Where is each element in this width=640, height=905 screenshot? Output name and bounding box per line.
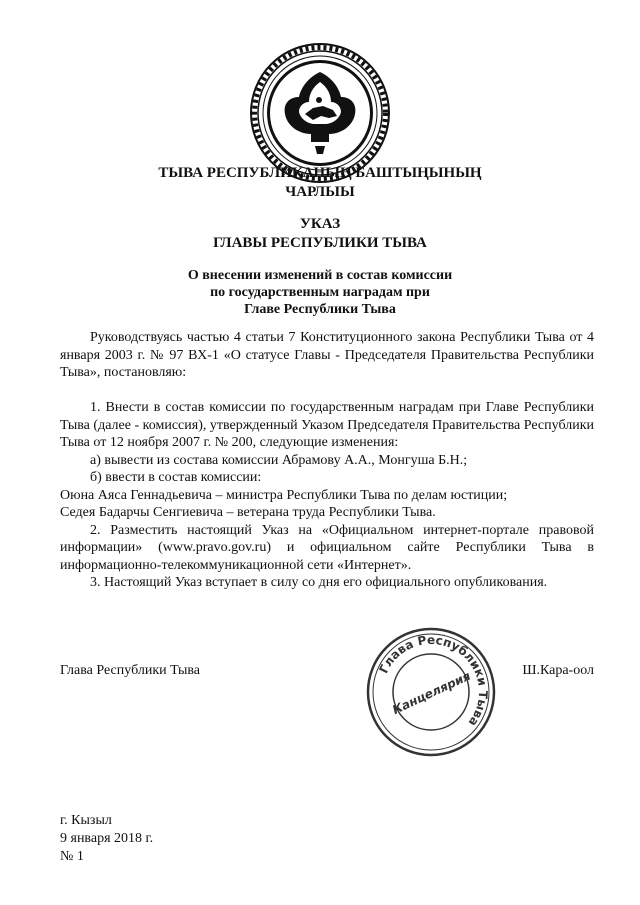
tuvan-heading-line2: ЧАРЛЫЫ (285, 184, 355, 200)
item-1-a: а) вывести из состава комиссии Абрамову А.А., Монгуша Б.Н.; (90, 452, 468, 468)
subject-line1: О внесении изменений в состав комиссии (187, 268, 453, 283)
footer-number: № 1 (60, 849, 84, 864)
tuvan-heading-line1: ТЫВА РЕСПУБЛИКАНЫҢ БАШТЫҢЫНЫҢ (158, 165, 482, 181)
tuvan-heading (0, 164, 640, 202)
decree-heading (0, 215, 640, 253)
item-1: 1. Внести в состав комиссии по государственным наградам при Главе Республики Тыва (далее - комиссия), утвержденный Указом Председателя Правительства Республики Тыва от 12 ноября 2007 г. № 200, следующие изменения: (60, 400, 594, 450)
intro-paragraph: Руководствуясь частью 4 статьи 7 Конституционного закона Республики Тыва от 4 января 2003 г. № 97 ВХ-1 «О статусе Главы - Председателя Правительства Республики Тыва», постановляю: (60, 330, 594, 380)
item-1-b: б) ввести в состав комиссии: (90, 470, 262, 485)
svg-text:Канцелярия: Канцелярия (390, 668, 473, 718)
signatory-name: Ш.Кара-оол (522, 663, 594, 678)
footer-date: 9 января 2018 г. (60, 831, 154, 846)
subject-line3: Главе Республики Тыва (244, 302, 396, 317)
footer-city: г. Кызыл (60, 813, 112, 828)
official-seal-stamp (364, 625, 498, 759)
subject-line2: по государственным наградам при (210, 285, 430, 300)
decree-subject (0, 267, 640, 318)
item-2: 2. Разместить настоящий Указ на «Официальном интернет-портале правовой информации» (www.pravo.gov.ru) и официальном сайте Республики Тыва в информационно-телекоммуникационной сети «Интернет». (60, 522, 594, 573)
svg-text:Глава Республики Тыва: Глава Республики Тыва (376, 632, 491, 730)
decree-issuer: ГЛАВЫ РЕСПУБЛИКИ ТЫВА (213, 235, 427, 251)
signatory-position: Глава Республики Тыва (60, 663, 201, 678)
member-1: Оюна Аяса Геннадьевича – министра Республики Тыва по делам юстиции; (60, 487, 508, 503)
member-2: Седея Бадарчы Сенгиевича – ветерана труда Республики Тыва. (60, 505, 436, 520)
decree-label: УКАЗ (299, 216, 341, 232)
decree-footer (60, 812, 153, 866)
item-3: 3. Настоящий Указ вступает в силу со дня его официального опубликования. (90, 575, 548, 590)
decree-items (60, 399, 594, 592)
tuva-coat-of-arms-icon (249, 42, 391, 184)
